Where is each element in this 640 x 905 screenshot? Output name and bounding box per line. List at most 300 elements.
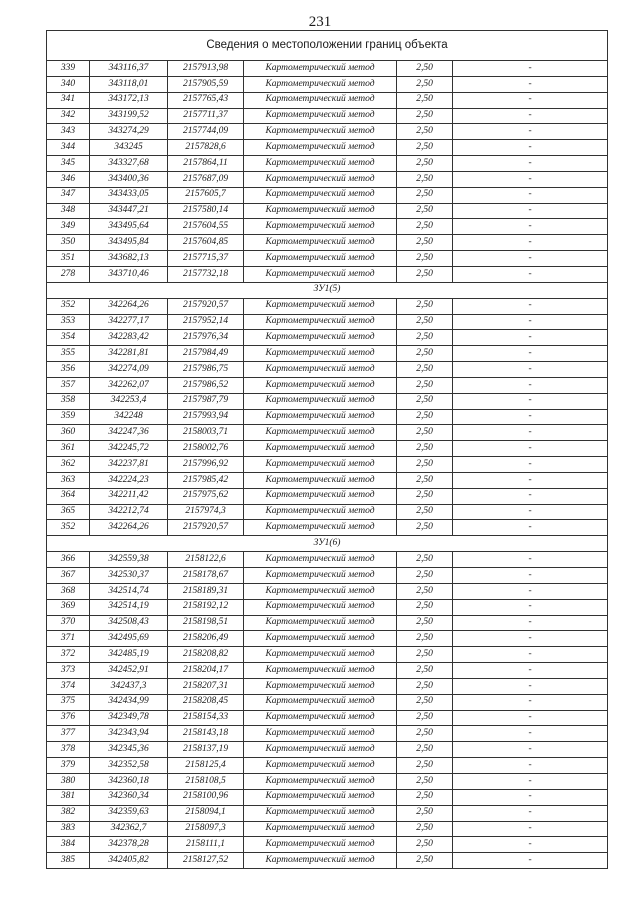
method-cell: Картометрический метод <box>244 377 397 393</box>
table-row <box>47 187 608 203</box>
table-row <box>47 821 608 837</box>
x-coordinate-cell: 343116,37 <box>90 61 168 77</box>
accuracy-cell: 2,50 <box>397 568 453 584</box>
description-cell: - <box>453 203 608 219</box>
method-cell: Картометрический метод <box>244 330 397 346</box>
accuracy-cell: 2,50 <box>397 219 453 235</box>
y-coordinate-cell: 2158206,49 <box>168 631 244 647</box>
point-number-cell: 343 <box>47 124 90 140</box>
accuracy-cell: 2,50 <box>397 140 453 156</box>
method-cell: Картометрический метод <box>244 76 397 92</box>
accuracy-cell: 2,50 <box>397 409 453 425</box>
x-coordinate-cell: 343400,36 <box>90 171 168 187</box>
table-row <box>47 568 608 584</box>
point-number-cell: 341 <box>47 92 90 108</box>
method-cell: Картометрический метод <box>244 314 397 330</box>
table-row <box>47 219 608 235</box>
point-number-cell: 365 <box>47 504 90 520</box>
table-row <box>47 615 608 631</box>
method-cell: Картометрический метод <box>244 504 397 520</box>
accuracy-cell: 2,50 <box>397 124 453 140</box>
y-coordinate-cell: 2157920,57 <box>168 520 244 536</box>
description-cell: - <box>453 92 608 108</box>
x-coordinate-cell: 342264,26 <box>90 520 168 536</box>
y-coordinate-cell: 2157993,94 <box>168 409 244 425</box>
table-row <box>47 599 608 615</box>
method-cell: Картометрический метод <box>244 108 397 124</box>
description-cell: - <box>453 631 608 647</box>
accuracy-cell: 2,50 <box>397 298 453 314</box>
table-row <box>47 156 608 172</box>
description-cell: - <box>453 789 608 805</box>
method-cell: Картометрический метод <box>244 156 397 172</box>
table-row <box>47 694 608 710</box>
point-number-cell: 378 <box>47 742 90 758</box>
table-row <box>47 710 608 726</box>
accuracy-cell: 2,50 <box>397 61 453 77</box>
y-coordinate-cell: 2157605,7 <box>168 187 244 203</box>
point-number-cell: 385 <box>47 853 90 869</box>
point-number-cell: 366 <box>47 552 90 568</box>
accuracy-cell: 2,50 <box>397 235 453 251</box>
point-number-cell: 352 <box>47 520 90 536</box>
y-coordinate-cell: 2157905,59 <box>168 76 244 92</box>
accuracy-cell: 2,50 <box>397 108 453 124</box>
accuracy-cell: 2,50 <box>397 156 453 172</box>
point-number-cell: 345 <box>47 156 90 172</box>
method-cell: Картометрический метод <box>244 298 397 314</box>
x-coordinate-cell: 343245 <box>90 140 168 156</box>
point-number-cell: 371 <box>47 631 90 647</box>
y-coordinate-cell: 2158002,76 <box>168 441 244 457</box>
accuracy-cell: 2,50 <box>397 726 453 742</box>
description-cell: - <box>453 171 608 187</box>
y-coordinate-cell: 2158122,6 <box>168 552 244 568</box>
method-cell: Картометрический метод <box>244 362 397 378</box>
method-cell: Картометрический метод <box>244 92 397 108</box>
description-cell: - <box>453 76 608 92</box>
table-row <box>47 837 608 853</box>
accuracy-cell: 2,50 <box>397 251 453 267</box>
method-cell: Картометрический метод <box>244 615 397 631</box>
y-coordinate-cell: 2157765,43 <box>168 92 244 108</box>
section-label: ЗУ1(6) <box>47 536 608 552</box>
description-cell: - <box>453 298 608 314</box>
description-cell: - <box>453 61 608 77</box>
y-coordinate-cell: 2157580,14 <box>168 203 244 219</box>
boundary-sheet <box>46 30 607 869</box>
accuracy-cell: 2,50 <box>397 789 453 805</box>
x-coordinate-cell: 342253,4 <box>90 393 168 409</box>
y-coordinate-cell: 2158207,31 <box>168 678 244 694</box>
accuracy-cell: 2,50 <box>397 599 453 615</box>
table-row <box>47 235 608 251</box>
method-cell: Картометрический метод <box>244 773 397 789</box>
x-coordinate-cell: 342485,19 <box>90 647 168 663</box>
description-cell: - <box>453 647 608 663</box>
point-number-cell: 384 <box>47 837 90 853</box>
description-cell: - <box>453 441 608 457</box>
point-number-cell: 353 <box>47 314 90 330</box>
x-coordinate-cell: 343495,84 <box>90 235 168 251</box>
accuracy-cell: 2,50 <box>397 362 453 378</box>
y-coordinate-cell: 2157976,34 <box>168 330 244 346</box>
table-row <box>47 251 608 267</box>
description-cell: - <box>453 251 608 267</box>
method-cell: Картометрический метод <box>244 789 397 805</box>
accuracy-cell: 2,50 <box>397 171 453 187</box>
method-cell: Картометрический метод <box>244 457 397 473</box>
table-row <box>47 853 608 869</box>
point-number-cell: 380 <box>47 773 90 789</box>
description-cell: - <box>453 710 608 726</box>
accuracy-cell: 2,50 <box>397 742 453 758</box>
point-number-cell: 339 <box>47 61 90 77</box>
y-coordinate-cell: 2157744,09 <box>168 124 244 140</box>
method-cell: Картометрический метод <box>244 742 397 758</box>
accuracy-cell: 2,50 <box>397 330 453 346</box>
point-number-cell: 364 <box>47 488 90 504</box>
method-cell: Картометрический метод <box>244 805 397 821</box>
table-row <box>47 488 608 504</box>
accuracy-cell: 2,50 <box>397 76 453 92</box>
accuracy-cell: 2,50 <box>397 266 453 282</box>
x-coordinate-cell: 342530,37 <box>90 568 168 584</box>
accuracy-cell: 2,50 <box>397 203 453 219</box>
table-row <box>47 583 608 599</box>
point-number-cell: 356 <box>47 362 90 378</box>
table-row <box>47 663 608 679</box>
description-cell: - <box>453 694 608 710</box>
y-coordinate-cell: 2158111,1 <box>168 837 244 853</box>
table-row <box>47 647 608 663</box>
x-coordinate-cell: 342495,69 <box>90 631 168 647</box>
x-coordinate-cell: 342212,74 <box>90 504 168 520</box>
description-cell: - <box>453 583 608 599</box>
x-coordinate-cell: 342405,82 <box>90 853 168 869</box>
point-number-cell: 344 <box>47 140 90 156</box>
point-number-cell: 358 <box>47 393 90 409</box>
method-cell: Картометрический метод <box>244 647 397 663</box>
accuracy-cell: 2,50 <box>397 583 453 599</box>
point-number-cell: 348 <box>47 203 90 219</box>
description-cell: - <box>453 853 608 869</box>
description-cell: - <box>453 678 608 694</box>
table-row <box>47 314 608 330</box>
x-coordinate-cell: 342343,94 <box>90 726 168 742</box>
accuracy-cell: 2,50 <box>397 441 453 457</box>
point-number-cell: 369 <box>47 599 90 615</box>
y-coordinate-cell: 2158097,3 <box>168 821 244 837</box>
accuracy-cell: 2,50 <box>397 837 453 853</box>
y-coordinate-cell: 2157604,55 <box>168 219 244 235</box>
accuracy-cell: 2,50 <box>397 425 453 441</box>
method-cell: Картометрический метод <box>244 520 397 536</box>
point-number-cell: 376 <box>47 710 90 726</box>
point-number-cell: 357 <box>47 377 90 393</box>
table-row <box>47 140 608 156</box>
x-coordinate-cell: 343199,52 <box>90 108 168 124</box>
table-row <box>47 92 608 108</box>
x-coordinate-cell: 342360,18 <box>90 773 168 789</box>
description-cell: - <box>453 235 608 251</box>
accuracy-cell: 2,50 <box>397 552 453 568</box>
point-number-cell: 367 <box>47 568 90 584</box>
description-cell: - <box>453 393 608 409</box>
accuracy-cell: 2,50 <box>397 377 453 393</box>
table-row <box>47 726 608 742</box>
table-row <box>47 457 608 473</box>
description-cell: - <box>453 520 608 536</box>
description-cell: - <box>453 346 608 362</box>
x-coordinate-cell: 342245,72 <box>90 441 168 457</box>
x-coordinate-cell: 342247,36 <box>90 425 168 441</box>
y-coordinate-cell: 2157864,11 <box>168 156 244 172</box>
point-number-cell: 368 <box>47 583 90 599</box>
method-cell: Картометрический метод <box>244 203 397 219</box>
method-cell: Картометрический метод <box>244 425 397 441</box>
accuracy-cell: 2,50 <box>397 663 453 679</box>
table-row <box>47 789 608 805</box>
x-coordinate-cell: 343172,13 <box>90 92 168 108</box>
table-row <box>47 758 608 774</box>
y-coordinate-cell: 2158208,45 <box>168 694 244 710</box>
x-coordinate-cell: 342452,91 <box>90 663 168 679</box>
method-cell: Картометрический метод <box>244 678 397 694</box>
method-cell: Картометрический метод <box>244 346 397 362</box>
y-coordinate-cell: 2158189,31 <box>168 583 244 599</box>
description-cell: - <box>453 726 608 742</box>
x-coordinate-cell: 342378,28 <box>90 837 168 853</box>
x-coordinate-cell: 343327,68 <box>90 156 168 172</box>
section-label: ЗУ1(5) <box>47 282 608 298</box>
accuracy-cell: 2,50 <box>397 504 453 520</box>
method-cell: Картометрический метод <box>244 219 397 235</box>
description-cell: - <box>453 187 608 203</box>
description-cell: - <box>453 805 608 821</box>
accuracy-cell: 2,50 <box>397 853 453 869</box>
method-cell: Картометрический метод <box>244 583 397 599</box>
x-coordinate-cell: 342559,38 <box>90 552 168 568</box>
method-cell: Картометрический метод <box>244 631 397 647</box>
description-cell: - <box>453 663 608 679</box>
table-row <box>47 552 608 568</box>
method-cell: Картометрический метод <box>244 488 397 504</box>
method-cell: Картометрический метод <box>244 853 397 869</box>
accuracy-cell: 2,50 <box>397 92 453 108</box>
accuracy-cell: 2,50 <box>397 758 453 774</box>
table-row <box>47 330 608 346</box>
point-number-cell: 363 <box>47 472 90 488</box>
table-row <box>47 441 608 457</box>
point-number-cell: 379 <box>47 758 90 774</box>
description-cell: - <box>453 124 608 140</box>
table-row <box>47 520 608 536</box>
y-coordinate-cell: 2158003,71 <box>168 425 244 441</box>
table-row <box>47 504 608 520</box>
x-coordinate-cell: 342277,17 <box>90 314 168 330</box>
y-coordinate-cell: 2157732,18 <box>168 266 244 282</box>
table-row <box>47 61 608 77</box>
section-row <box>47 536 608 552</box>
point-number-cell: 375 <box>47 694 90 710</box>
point-number-cell: 347 <box>47 187 90 203</box>
x-coordinate-cell: 343118,01 <box>90 76 168 92</box>
method-cell: Картометрический метод <box>244 821 397 837</box>
method-cell: Картометрический метод <box>244 710 397 726</box>
table-row <box>47 425 608 441</box>
method-cell: Картометрический метод <box>244 552 397 568</box>
method-cell: Картометрический метод <box>244 140 397 156</box>
x-coordinate-cell: 342352,58 <box>90 758 168 774</box>
x-coordinate-cell: 342434,99 <box>90 694 168 710</box>
method-cell: Картометрический метод <box>244 235 397 251</box>
description-cell: - <box>453 219 608 235</box>
table-row <box>47 742 608 758</box>
table-row <box>47 76 608 92</box>
x-coordinate-cell: 342264,26 <box>90 298 168 314</box>
y-coordinate-cell: 2157952,14 <box>168 314 244 330</box>
x-coordinate-cell: 343274,29 <box>90 124 168 140</box>
x-coordinate-cell: 342262,07 <box>90 377 168 393</box>
point-number-cell: 370 <box>47 615 90 631</box>
description-cell: - <box>453 821 608 837</box>
y-coordinate-cell: 2158198,51 <box>168 615 244 631</box>
accuracy-cell: 2,50 <box>397 187 453 203</box>
accuracy-cell: 2,50 <box>397 710 453 726</box>
method-cell: Картометрический метод <box>244 61 397 77</box>
accuracy-cell: 2,50 <box>397 647 453 663</box>
point-number-cell: 381 <box>47 789 90 805</box>
table-row <box>47 393 608 409</box>
y-coordinate-cell: 2158204,17 <box>168 663 244 679</box>
accuracy-cell: 2,50 <box>397 694 453 710</box>
method-cell: Картометрический метод <box>244 663 397 679</box>
description-cell: - <box>453 472 608 488</box>
y-coordinate-cell: 2158108,5 <box>168 773 244 789</box>
point-number-cell: 359 <box>47 409 90 425</box>
point-number-cell: 372 <box>47 647 90 663</box>
point-number-cell: 340 <box>47 76 90 92</box>
accuracy-cell: 2,50 <box>397 346 453 362</box>
accuracy-cell: 2,50 <box>397 678 453 694</box>
table-row <box>47 409 608 425</box>
description-cell: - <box>453 837 608 853</box>
method-cell: Картометрический метод <box>244 409 397 425</box>
point-number-cell: 355 <box>47 346 90 362</box>
y-coordinate-cell: 2158094,1 <box>168 805 244 821</box>
y-coordinate-cell: 2158125,4 <box>168 758 244 774</box>
method-cell: Картометрический метод <box>244 694 397 710</box>
description-cell: - <box>453 568 608 584</box>
description-cell: - <box>453 362 608 378</box>
point-number-cell: 346 <box>47 171 90 187</box>
y-coordinate-cell: 2158154,33 <box>168 710 244 726</box>
x-coordinate-cell: 342360,34 <box>90 789 168 805</box>
table-row <box>47 472 608 488</box>
x-coordinate-cell: 342274,09 <box>90 362 168 378</box>
table-title: Сведения о местоположении границ объекта <box>47 31 608 61</box>
accuracy-cell: 2,50 <box>397 631 453 647</box>
y-coordinate-cell: 2157913,98 <box>168 61 244 77</box>
description-cell: - <box>453 742 608 758</box>
table-row <box>47 773 608 789</box>
point-number-cell: 354 <box>47 330 90 346</box>
description-cell: - <box>453 758 608 774</box>
accuracy-cell: 2,50 <box>397 472 453 488</box>
description-cell: - <box>453 314 608 330</box>
description-cell: - <box>453 330 608 346</box>
y-coordinate-cell: 2158127,52 <box>168 853 244 869</box>
accuracy-cell: 2,50 <box>397 457 453 473</box>
point-number-cell: 342 <box>47 108 90 124</box>
y-coordinate-cell: 2157974,3 <box>168 504 244 520</box>
y-coordinate-cell: 2157996,92 <box>168 457 244 473</box>
point-number-cell: 278 <box>47 266 90 282</box>
section-row <box>47 282 608 298</box>
point-number-cell: 373 <box>47 663 90 679</box>
description-cell: - <box>453 599 608 615</box>
description-cell: - <box>453 457 608 473</box>
accuracy-cell: 2,50 <box>397 821 453 837</box>
coordinates-table <box>46 30 608 869</box>
y-coordinate-cell: 2157975,62 <box>168 488 244 504</box>
y-coordinate-cell: 2158178,67 <box>168 568 244 584</box>
y-coordinate-cell: 2158143,18 <box>168 726 244 742</box>
description-cell: - <box>453 552 608 568</box>
y-coordinate-cell: 2157715,37 <box>168 251 244 267</box>
table-row <box>47 108 608 124</box>
description-cell: - <box>453 504 608 520</box>
description-cell: - <box>453 425 608 441</box>
method-cell: Картометрический метод <box>244 441 397 457</box>
x-coordinate-cell: 343447,21 <box>90 203 168 219</box>
point-number-cell: 374 <box>47 678 90 694</box>
x-coordinate-cell: 342362,7 <box>90 821 168 837</box>
x-coordinate-cell: 342514,19 <box>90 599 168 615</box>
method-cell: Картометрический метод <box>244 758 397 774</box>
x-coordinate-cell: 342359,63 <box>90 805 168 821</box>
x-coordinate-cell: 342437,3 <box>90 678 168 694</box>
point-number-cell: 349 <box>47 219 90 235</box>
method-cell: Картометрический метод <box>244 837 397 853</box>
point-number-cell: 351 <box>47 251 90 267</box>
x-coordinate-cell: 342349,78 <box>90 710 168 726</box>
point-number-cell: 350 <box>47 235 90 251</box>
table-row <box>47 377 608 393</box>
description-cell: - <box>453 108 608 124</box>
description-cell: - <box>453 140 608 156</box>
method-cell: Картометрический метод <box>244 251 397 267</box>
y-coordinate-cell: 2158100,96 <box>168 789 244 805</box>
y-coordinate-cell: 2157987,79 <box>168 393 244 409</box>
y-coordinate-cell: 2157604,85 <box>168 235 244 251</box>
x-coordinate-cell: 343710,46 <box>90 266 168 282</box>
method-cell: Картометрический метод <box>244 124 397 140</box>
method-cell: Картометрический метод <box>244 171 397 187</box>
y-coordinate-cell: 2157985,42 <box>168 472 244 488</box>
description-cell: - <box>453 615 608 631</box>
table-row <box>47 266 608 282</box>
accuracy-cell: 2,50 <box>397 314 453 330</box>
point-number-cell: 361 <box>47 441 90 457</box>
y-coordinate-cell: 2158208,82 <box>168 647 244 663</box>
y-coordinate-cell: 2158192,12 <box>168 599 244 615</box>
y-coordinate-cell: 2157687,09 <box>168 171 244 187</box>
x-coordinate-cell: 342508,43 <box>90 615 168 631</box>
y-coordinate-cell: 2157986,75 <box>168 362 244 378</box>
y-coordinate-cell: 2157828,6 <box>168 140 244 156</box>
